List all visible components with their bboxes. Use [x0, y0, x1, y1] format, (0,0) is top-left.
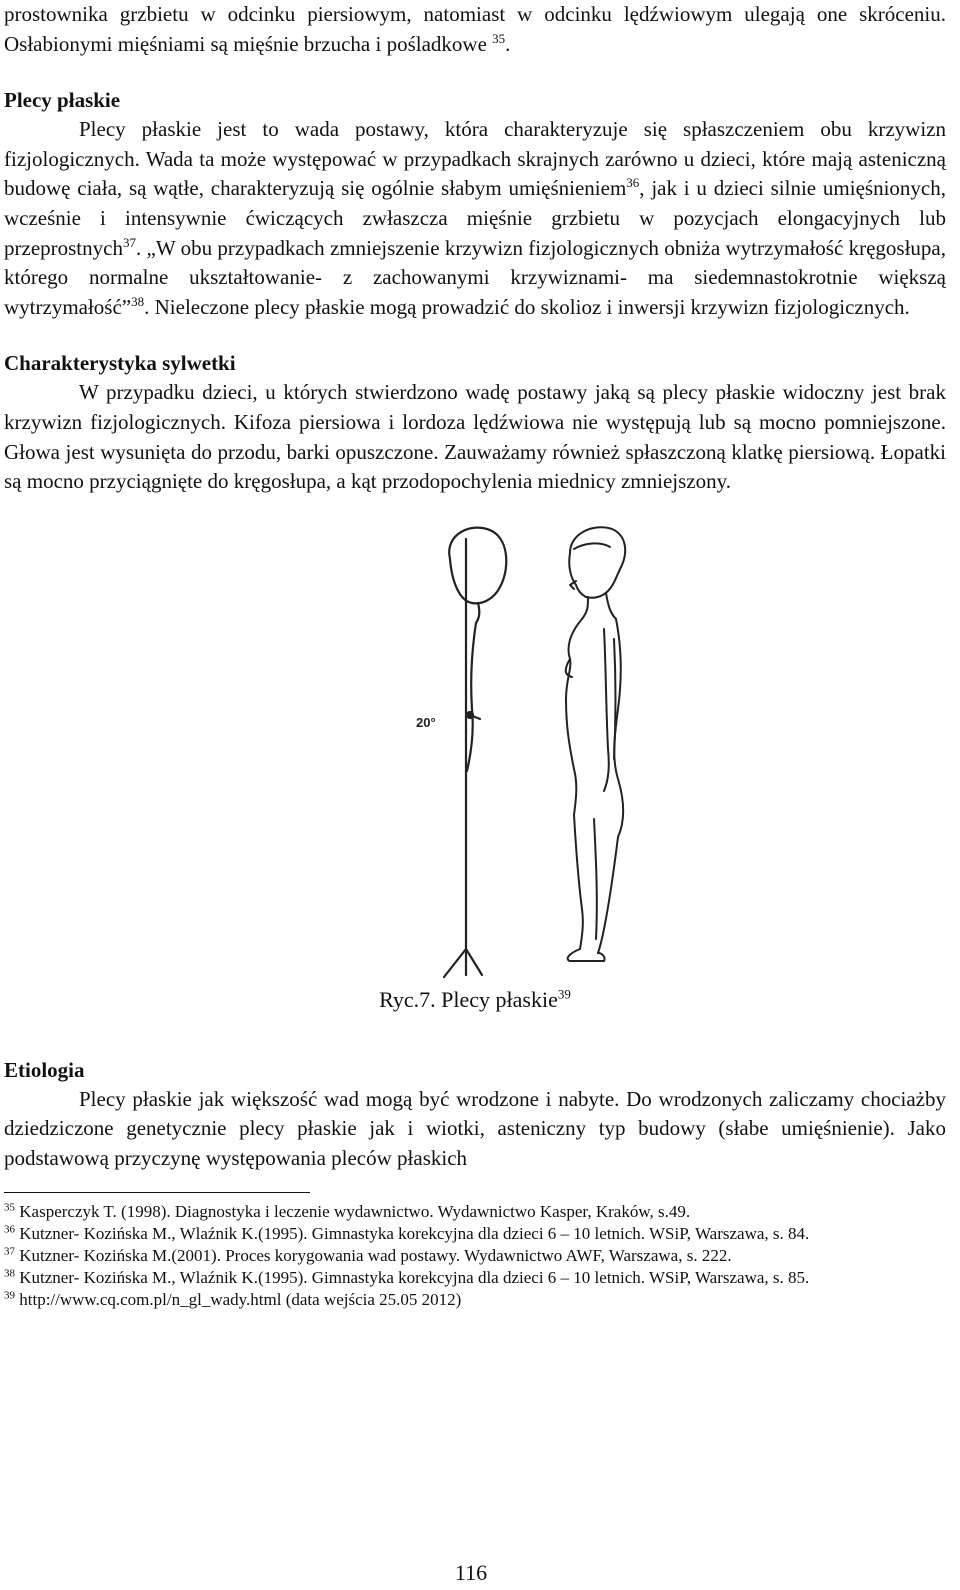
footnote-37 [4, 1245, 946, 1267]
paragraph-text: . Nieleczone plecy płaskie mogą prowadzić do skolioz i inwersji krzywizn fizjologicznych. [144, 294, 910, 319]
figure-flat-back [4, 519, 946, 979]
footnote-text: Kutzner- Kozińska M., Wlaźnik K.(1995). Gimnastyka korekcyjna dla dzieci 6 – 10 letnich. WSiP, Warszawa, s. 84. [15, 1223, 810, 1243]
footnote-text: Kutzner- Kozińska M.(2001). Proces korygowania wad postawy. Wydawnictwo AWF, Warszawa, s. 222. [19, 1245, 732, 1265]
section-heading-plecy-plaskie: Plecy płaskie [4, 88, 121, 113]
footnote-ref-36[interactable]: 36 [626, 175, 640, 191]
footnote-separator [4, 1192, 310, 1193]
paragraph-etiologia: Plecy płaskie jak większość wad mogą być wrodzone i nabyte. Do wrodzonych zaliczamy chociażby dziedziczone genetycznie plecy płaskie jak i wiotki, asteniczny typ budowy (słabe umięśnienie). Jako podstawową przyczynę występowania pleców płaskich [4, 1086, 946, 1170]
paragraph-text: , jak i u dzieci silnie umięśnionych, wcześnie i intensywnie ćwiczących zwłaszcza mięśnie grzbietu w pozycjach elongacyjnych lub przeprostnych [4, 176, 946, 260]
footnote-number: 39 [4, 1288, 15, 1301]
footnote-text: Kasperczyk T. (1998). Diagnostyka i leczenie wydawnictwo. Wydawnictwo Kasper, Kraków, s.49. [19, 1201, 691, 1221]
section-heading-etiologia: Etiologia [4, 1057, 85, 1082]
footnote-number: 35 [4, 1200, 15, 1213]
section-heading-charakterystyka: Charakterystyka sylwetki [4, 351, 236, 376]
paragraph-continued [4, 0, 946, 59]
paragraph-text: Plecy płaskie jest to wada postawy, która charakteryzuje się spłaszczeniem obu krzywizn fizjologicznych. Wada ta może występować w przypadkach skrajnych zarówno u dzieci, które mają asteniczną budowę ciała, są wątłe, charakteryzują się ogólnie słabym umięśnieniem [4, 117, 946, 201]
footnote-35 [4, 1201, 946, 1223]
footnote-ref-39[interactable]: 39 [557, 986, 571, 1002]
footnote-ref-38[interactable]: 38 [131, 293, 145, 309]
stand-leg-right [466, 949, 482, 975]
footnote-38 [4, 1267, 946, 1289]
footnote-36 [4, 1223, 946, 1245]
footnote-ref-35[interactable]: 35 [492, 30, 506, 46]
document-page [4, 0, 946, 1311]
paragraph-text: . „W obu przypadkach zmniejszenie krzywizn fizjologicznych obniża wytrzymałość kręgosłupa, którego normalne ukształtowanie- z zachowanymi krzywiznami- ma siedemnastokrotnie większą wytrzymałość” [4, 235, 946, 319]
model-neck [476, 603, 479, 623]
stand-leg-left [444, 949, 466, 977]
flat-spine-curve [467, 623, 476, 771]
figure-caption [4, 985, 946, 1015]
model-head [449, 527, 506, 603]
footnote-ref-37[interactable]: 37 [122, 234, 136, 250]
page-number: 116 [454, 1560, 488, 1585]
footnote-text: Kutzner- Kozińska M., Wlaźnik K.(1995). Gimnastyka korekcyjna dla dzieci 6 – 10 letnich. WSiP, Warszawa, s. 85. [15, 1267, 810, 1287]
paragraph-text: . [505, 31, 511, 56]
paragraph-plecy-plaskie [4, 115, 946, 322]
posture-illustration [4, 519, 946, 979]
angle-label: 20° [416, 714, 436, 730]
footnote-number: 37 [4, 1244, 15, 1257]
footnotes [4, 1201, 946, 1311]
footnote-link[interactable]: http://www.cq.com.pl/n_gl_wady.html (data wejścia 25.05 2012) [19, 1289, 462, 1309]
caption-text: Ryc.7. Plecy płaskie [379, 986, 558, 1012]
paragraph-text: prostownika grzbietu w odcinku piersiowym, natomiast w odcinku lędźwiowym ulegają one skróceniu. Osłabionymi mięśniami są mięśnie brzucha i pośladkowe [4, 2, 946, 56]
footnote-number: 36 [4, 1222, 15, 1235]
footnote-number: 38 [4, 1266, 15, 1279]
footnote-39 [4, 1289, 946, 1311]
human-figure [566, 527, 625, 961]
paragraph-charakterystyka: W przypadku dzieci, u których stwierdzono wadę postawy jaką są plecy płaskie widoczny jest brak krzywizn fizjologicznych. Kifoza piersiowa i lordoza lędźwiowa nie występują lub są mocno pomniejszone. Głowa jest wysunięta do przodu, barki opuszczone. Zauważamy również spłaszczoną klatkę piersiową. Łopatki są mocno przyciągnięte do kręgosłupa, a kąt przodopochylenia miednicy zmniejszony. [4, 380, 946, 494]
